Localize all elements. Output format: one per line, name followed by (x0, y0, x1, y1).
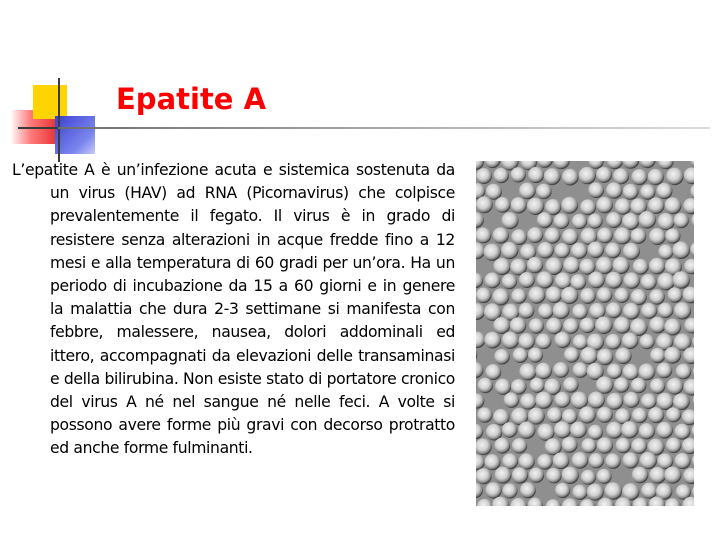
virus-particle (639, 423, 655, 439)
virus-particle (588, 182, 604, 198)
virus-particle (504, 392, 520, 408)
virus-particle (520, 393, 536, 409)
virus-particle (555, 243, 570, 258)
virus-particle (564, 347, 580, 363)
virus-particle (641, 393, 657, 409)
virus-particle (546, 287, 563, 304)
virus-particle (648, 407, 664, 423)
virus-particle (621, 421, 638, 438)
virus-particle (675, 453, 691, 469)
virus-particle (572, 485, 587, 500)
virus-particle (519, 453, 535, 469)
virus-particle (544, 228, 560, 244)
virus-particle (588, 425, 603, 440)
virus-particle (597, 287, 613, 303)
virus-particle (615, 198, 632, 215)
virus-particle (648, 197, 665, 214)
virus-particle (606, 182, 623, 199)
virus-particle (572, 304, 588, 320)
virus-particle (641, 483, 657, 499)
virus-particle (664, 319, 681, 336)
virus-particle (589, 453, 604, 468)
virus-particle (596, 376, 614, 394)
virus-particle (632, 467, 649, 484)
virus-particle (587, 484, 604, 501)
virus-particle (656, 183, 672, 199)
virus-particle (579, 406, 596, 423)
virus-particle (666, 407, 681, 422)
virus-particle (606, 302, 622, 318)
virus-particle (588, 392, 605, 409)
virus-particle (667, 287, 682, 302)
virus-particle (494, 349, 510, 365)
virus-particle (596, 167, 612, 183)
virus-particle (495, 379, 511, 395)
virus-particle (563, 318, 579, 334)
virus-particle (476, 168, 492, 184)
virus-particle (649, 258, 666, 275)
virus-particle (528, 167, 544, 183)
virus-particle (476, 227, 491, 243)
virus-particle (492, 288, 509, 305)
virus-particle (562, 437, 578, 453)
virus-particle (616, 438, 631, 453)
virus-particle (561, 197, 578, 214)
virus-particle (563, 377, 579, 393)
virus-particle (554, 392, 570, 408)
virus-particle (580, 199, 596, 215)
virus-particle (581, 438, 596, 453)
virus-particle (631, 289, 647, 305)
virus-particle (640, 452, 657, 469)
virus-particle (607, 364, 622, 379)
virus-particle (493, 317, 510, 334)
virus-particle (649, 467, 666, 484)
virus-particle (476, 196, 493, 213)
virus-particle (546, 318, 563, 335)
virus-particle (518, 333, 535, 350)
virus-particle (536, 271, 553, 288)
virus-particle (573, 362, 589, 378)
virus-particle (614, 227, 631, 244)
virus-particle (649, 228, 666, 245)
virus-particle (641, 274, 657, 290)
virus-particle (650, 348, 665, 363)
virus-particle (512, 438, 527, 453)
virus-particle (520, 482, 536, 498)
virus-particle (562, 169, 579, 186)
virus-particle (536, 184, 552, 200)
virus-particle (622, 452, 638, 468)
virus-particle (587, 242, 604, 259)
virus-particle (622, 213, 639, 230)
virus-particle (605, 482, 623, 500)
virus-particle (477, 407, 492, 422)
yellow-square-decoration (33, 85, 67, 119)
virus-particle (535, 363, 552, 380)
slide-title: Epatite A (116, 82, 267, 116)
virus-particle (570, 422, 587, 439)
virus-particle (606, 212, 622, 228)
virus-particle (536, 333, 552, 349)
virus-particle (623, 184, 639, 200)
virus-particle (664, 467, 681, 484)
virus-particle (631, 378, 647, 394)
virus-particle (658, 303, 674, 319)
virus-particle (672, 241, 690, 259)
virus-particle (571, 392, 588, 409)
virus-particle (596, 257, 613, 274)
virus-particle (573, 334, 588, 349)
virus-particle (562, 229, 578, 245)
virus-particle (529, 318, 544, 333)
virus-particle (502, 422, 518, 438)
virus-particle (614, 377, 629, 392)
virus-particle (648, 169, 664, 185)
virus-particle (493, 168, 509, 184)
virus-particle (650, 378, 666, 394)
virus-particle (640, 334, 655, 349)
virus-particle (641, 303, 657, 319)
virus-particle (537, 454, 553, 470)
virus-particle (612, 257, 629, 274)
virus-particle (572, 214, 587, 229)
virus-particle (631, 438, 647, 454)
virus-particle (649, 317, 666, 334)
vertical-line-decoration (58, 78, 60, 162)
virus-particle (631, 228, 647, 244)
virus-particle (605, 243, 621, 259)
virus-particle (605, 334, 621, 350)
virus-particle (623, 364, 639, 380)
virus-particle (484, 332, 501, 349)
virus-particle (510, 197, 526, 213)
virus-particle (485, 364, 501, 380)
virus-particle (476, 468, 492, 484)
virus-particle (538, 303, 554, 319)
virus-particle (495, 197, 511, 213)
virus-particle (581, 470, 596, 485)
virus-micrograph-image (476, 161, 694, 506)
virus-particle (528, 348, 543, 363)
virus-particles-illustration (476, 161, 694, 506)
virus-particle (513, 348, 528, 363)
decorative-logo-blocks (0, 0, 110, 160)
virus-particle (478, 378, 494, 394)
virus-particle (606, 422, 623, 439)
virus-particle (501, 242, 518, 259)
virus-particle (633, 259, 649, 275)
virus-particle (502, 483, 517, 498)
virus-particle (597, 407, 613, 423)
virus-particle (674, 213, 689, 228)
virus-particle (674, 302, 691, 319)
virus-particle (597, 349, 614, 366)
virus-particle (511, 288, 526, 303)
virus-particle (656, 393, 673, 410)
virus-particle (665, 228, 680, 243)
virus-particle (484, 244, 501, 261)
virus-particle (667, 378, 684, 395)
virus-particle (638, 211, 656, 229)
virus-particle (622, 333, 639, 350)
virus-particle (527, 198, 544, 215)
virus-particle (656, 422, 673, 439)
virus-particle (511, 167, 526, 182)
virus-particle (605, 453, 621, 469)
virus-particle (555, 272, 572, 289)
virus-particle (613, 168, 629, 184)
virus-particle (554, 332, 570, 348)
virus-particle (580, 318, 596, 334)
virus-particle (527, 257, 543, 273)
virus-particle (476, 288, 491, 304)
virus-particle (547, 407, 563, 423)
virus-particle (510, 317, 527, 334)
virus-particle (537, 242, 554, 259)
virus-particle (580, 347, 597, 364)
virus-particle (649, 289, 665, 305)
virus-particle (623, 272, 640, 289)
body-paragraph: L’epatite A è un’infezione acuta e sistemica sostenuta da un virus (HAV) ad RNA (Picornavirus) che colpisce prevalentemente il fegato. Il virus è in grado di resistere senza alterazioni in acque fredde fino a 12 mesi e alla temperatura di 60 gradi per un’ora. Ha un periodo di incubazione da 15 a 60 giorni e in genere la malattia che dura 2-3 settimane si manifesta con febbre, malessere, nausea, dolori addominali ed ittero, accompagnati da elevazioni delle transaminasi e della bilirubina. Non esiste stato di portatore cronico del virus A né nel sangue né nelle feci. A volte si possono avere forme più gravi con decorso protratto ed anche forme fulminanti. (12, 161, 455, 458)
title-underline-rule (58, 127, 710, 129)
virus-particle (595, 317, 613, 335)
virus-particle (555, 483, 570, 498)
blue-square-decoration (55, 116, 95, 154)
virus-particle (623, 243, 640, 260)
virus-particle (529, 468, 544, 483)
virus-particle (657, 273, 675, 291)
virus-particle (580, 288, 596, 304)
virus-particle (484, 272, 500, 288)
virus-particle (553, 362, 569, 378)
virus-particle (674, 424, 690, 440)
virus-particle (638, 363, 655, 380)
virus-particle (571, 243, 587, 259)
virus-particle (596, 197, 613, 214)
virus-particle (623, 303, 640, 320)
virus-particle (502, 332, 519, 349)
virus-particle (553, 452, 570, 469)
virus-particle (544, 168, 561, 185)
virus-particle (666, 168, 684, 186)
virus-particle (484, 454, 500, 470)
virus-particle (597, 228, 613, 244)
virus-particle (588, 213, 603, 228)
virus-particle (640, 184, 655, 199)
virus-particle (606, 272, 623, 289)
virus-particle (614, 317, 631, 334)
virus-particle (495, 467, 512, 484)
virus-particle (519, 183, 536, 200)
virus-particle (528, 408, 545, 425)
virus-particle (664, 197, 681, 214)
virus-particle (606, 393, 623, 410)
virus-particle (588, 272, 605, 289)
virus-particle (527, 227, 543, 243)
virus-particle (493, 258, 510, 275)
virus-particle (553, 302, 570, 319)
virus-particle (561, 287, 578, 304)
virus-particle (579, 167, 596, 184)
virus-particle (666, 438, 682, 454)
virus-particle (658, 244, 673, 259)
virus-particle (512, 467, 528, 483)
virus-particle (676, 364, 692, 380)
virus-particle (554, 421, 571, 438)
virus-particle (572, 452, 589, 469)
virus-particle (597, 469, 612, 484)
virus-particle (657, 213, 674, 230)
virus-particle (501, 212, 518, 229)
virus-particle (537, 212, 553, 228)
virus-particle (623, 392, 639, 408)
virus-particle (554, 213, 570, 229)
virus-particle (632, 408, 648, 424)
virus-particle (519, 363, 536, 380)
virus-particle (502, 274, 517, 289)
virus-particle (546, 468, 562, 484)
virus-particle (614, 288, 629, 303)
virus-particle (597, 437, 613, 453)
virus-particle (615, 348, 632, 365)
virus-particle (563, 257, 580, 274)
virus-particle (485, 482, 501, 498)
virus-particle (519, 272, 535, 288)
virus-particle (518, 422, 535, 439)
virus-particle (518, 303, 534, 319)
virus-particle (535, 392, 552, 409)
virus-particle (530, 378, 545, 393)
virus-particle (528, 287, 545, 304)
virus-particle (631, 169, 647, 185)
virus-particle (493, 227, 509, 243)
virus-particle (664, 347, 681, 364)
virus-particle (672, 271, 690, 289)
virus-particle (656, 363, 672, 379)
virus-particle (494, 438, 510, 454)
virus-particle (562, 467, 579, 484)
virus-particle (511, 379, 527, 395)
